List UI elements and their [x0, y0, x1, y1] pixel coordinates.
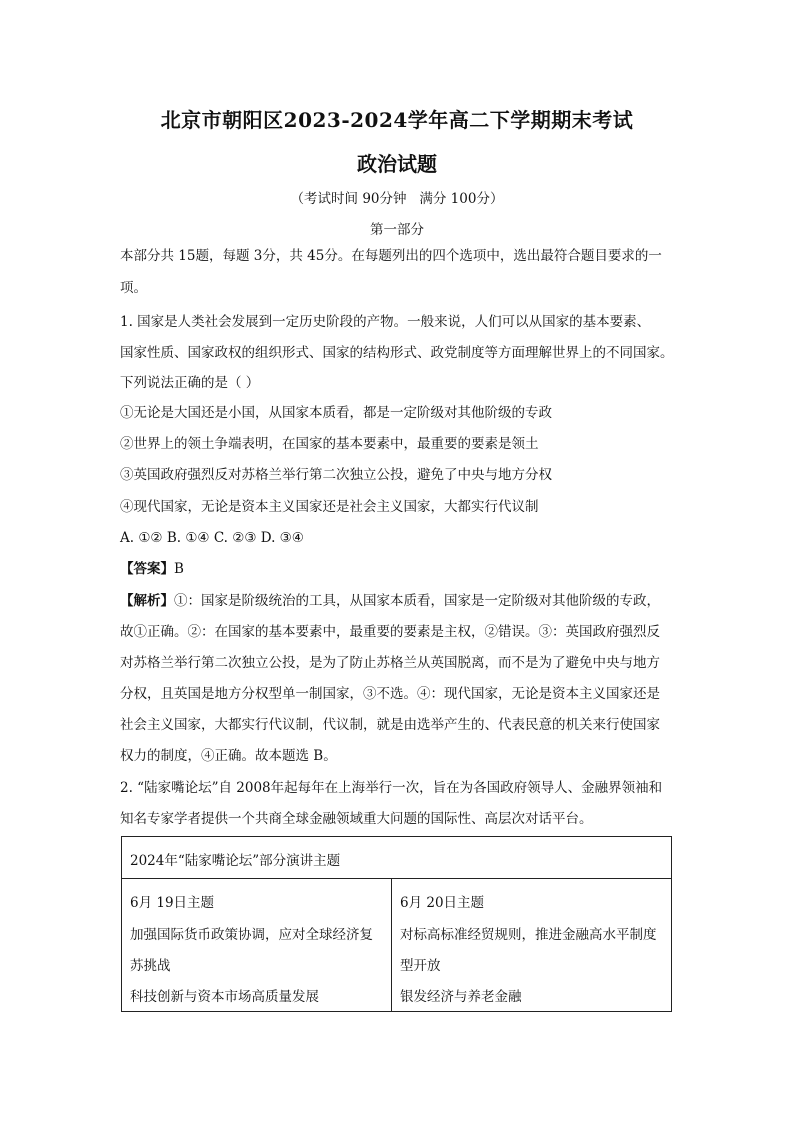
answer-value: B: [174, 561, 184, 577]
analysis-text: 权力的制度，④正确。故本题选 B。: [120, 748, 337, 764]
analysis-text: 分权，且英国是地方分权型单一制国家，③不选。④：现代国家，无论是资本主义国家还是: [120, 686, 660, 702]
section-title: 第一部分: [370, 222, 424, 238]
table-cell-text: 6月 19日主题: [130, 895, 215, 911]
answer-line: [120, 559, 680, 579]
statement-item: ②世界上的领土争端表明，在国家的基本要素中，最重要的要素是领土: [120, 436, 539, 452]
table-cell-text: 对标高标准经贸规则，推进金融高水平制度: [400, 927, 657, 943]
question-stem-line: 国家性质、国家政权的组织形式、国家的结构形式、政党制度等方面理解世界上的不同国家。: [120, 345, 674, 361]
analysis-text: ①：国家是阶级统治的工具，从国家本质看，国家是一定阶级对其他阶级的专政，: [174, 593, 660, 609]
table-cell-text: 银发经济与养老金融: [400, 989, 522, 1005]
analysis-text: 对苏格兰举行第二次独立公投，是为了防止苏格兰从英国脱离，而不是为了避免中央与地方: [120, 655, 660, 671]
table-column-june-20: [392, 879, 671, 1011]
question-stem-line: 2. “陆家嘴论坛”自 2008年起每年在上海举行一次，旨在为各国政府领导人、金融界领袖和: [120, 780, 663, 796]
table-header: [122, 837, 671, 879]
question-stem-line: 1. 国家是人类社会发展到一定历史阶段的产物。一般来说，人们可以从国家的基本要素、: [120, 314, 651, 330]
table-cell-text: 6月 20日主题: [400, 895, 485, 911]
answer-options: A. ①② B. ①④ C. ②③ D. ③④: [120, 530, 304, 546]
table-cell-text: 科技创新与资本市场高质量发展: [130, 989, 319, 1005]
table-header-text: 2024年“陆家嘴论坛”部分演讲主题: [130, 853, 341, 869]
statement-item: ③英国政府强烈反对苏格兰举行第二次独立公投，避免了中央与地方分权: [120, 467, 552, 483]
analysis-text: 社会主义国家，大都实行代议制，代议制，就是由选举产生的、代表民意的机关来行使国家: [120, 717, 660, 733]
statement-item: ①无论是大国还是小国，从国家本质看，都是一定阶级对其他阶级的专政: [120, 405, 552, 421]
answer-label: 【答案】: [120, 561, 174, 577]
analysis-line: [120, 591, 680, 611]
instructions-line: 项。: [120, 280, 147, 296]
page-subtitle: 政治试题: [357, 152, 437, 176]
statement-item: ④现代国家，无论是资本主义国家还是社会主义国家，大都实行代议制: [120, 499, 539, 515]
instructions-line: 本部分共 15题，每题 3分，共 45分。在每题列出的四个选项中，选出最符合题目要求的一: [120, 248, 662, 264]
question-stem-line: 下列说法正确的是（ ）: [120, 375, 260, 391]
table-cell-text: 加强国际货币政策协调，应对全球经济复: [130, 927, 373, 943]
table-cell-text: 型开放: [400, 958, 441, 974]
analysis-label: 【解析】: [120, 593, 174, 609]
question-stem-line: 知名专家学者提供一个共商全球金融领域重大问题的国际性、高层次对话平台。: [120, 811, 593, 827]
table-column-june-19: [122, 879, 392, 1011]
page-title: 北京市朝阳区2023-2024学年高二下学期期末考试: [160, 108, 634, 132]
analysis-text: 故①正确。②：在国家的基本要素中，最重要的要素是主权，②错误。③：英国政府强烈反: [120, 624, 660, 640]
exam-info: （考试时间 90分钟 满分 100分）: [290, 191, 504, 207]
table-cell-text: 苏挑战: [130, 958, 171, 974]
forum-topics-table: [121, 836, 672, 1012]
